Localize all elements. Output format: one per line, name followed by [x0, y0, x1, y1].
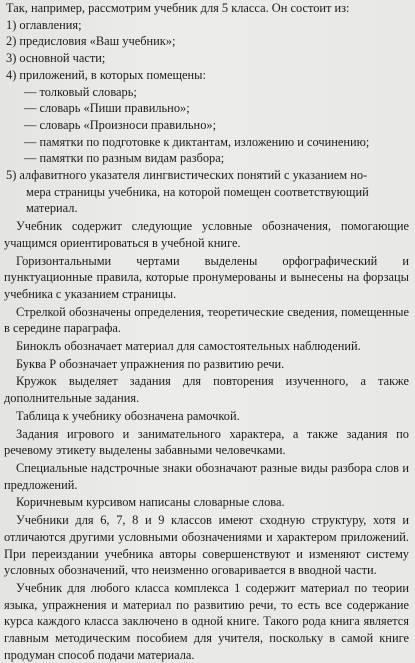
- list-item-5-line: мера страницы учебника, на которой помещен соответствующий: [26, 184, 369, 199]
- paragraph: Учебники для 6, 7, 8 и 9 классов имеют сходную структуру, хотя и отличаются другими условными обозначениями и характером приложений. При переиздании учебника авторы совершенствуют и изменяют систему условных обозначений, что неизменно оговаривается в вводной части.: [4, 513, 409, 578]
- sublist-item: — толковый словарь;: [24, 84, 137, 99]
- paragraph: Буква Р обозначает упражнения по развитию речи.: [16, 356, 285, 371]
- list-item-5: [4, 167, 409, 217]
- paragraph: Специальные надстрочные знаки обозначают разные виды разбора слов и предложений.: [4, 460, 409, 492]
- list-item-5-line: материал.: [26, 201, 78, 216]
- paragraph: Коричневым курсивом написаны словарные слова.: [16, 495, 285, 510]
- paragraph: Кружок выделяет задания для повторения изученного, а также дополнительные задания.: [4, 374, 409, 406]
- paragraph: Горизонтальными чертами выделены орфографический и пунктуационные правила, которые пронумерованы и вынесены на форзацы учебника с указанием страницы.: [4, 253, 409, 301]
- sublist-item: — словарь «Произноси правильно»;: [24, 117, 217, 132]
- paragraph: Таблица к учебнику обозначена рамочкой.: [16, 408, 240, 423]
- sublist-item: — памятки по подготовке к диктантам, изложению и сочинению;: [24, 134, 370, 149]
- paragraph: Биноклъ обозначает материал для самостоятельных наблюдений.: [16, 339, 361, 354]
- list-item-5-line: 5) алфавитного указателя лингвистических понятий с указанием но-: [6, 168, 368, 183]
- sublist-item: — словарь «Пиши правильно»;: [24, 101, 190, 116]
- list-item: 4) приложений, в которых помещены:: [6, 67, 206, 82]
- list-item: 3) основной части;: [6, 51, 106, 66]
- list-item: 2) предисловия «Ваш учебник»;: [6, 34, 176, 49]
- paragraph: Задания игрового и занимательного характера, а также задания по речевому этикету выделены забавными человечками.: [4, 426, 409, 458]
- intro-text: Так, например, рассмотрим учебник для 5 класса. Он состоит из:: [6, 1, 350, 15]
- paragraph: Стрелкой обозначены определения, теоретические сведения, помещенные в середине параграфа.: [4, 304, 409, 336]
- paragraph: Учебник для любого класса комплекса 1 содержит материал по теории языка, упражнения и материал по развитию речи, то есть все содержание курса каждого класса заключено в одной книге. Такого рода книга является главным методическим пособием для учителя, поскольку в самой книге продуман способ подачи материала.: [4, 580, 409, 662]
- list-item: 1) оглавления;: [6, 17, 82, 32]
- sublist-item: — памятки по разным видам разбора;: [24, 151, 225, 166]
- appendix-sublist: [4, 84, 409, 168]
- contents-list: [4, 17, 409, 84]
- paragraph: Учебник содержит следующие условные обозначения, помогающие учащимся ориентироваться в учебной книге.: [4, 219, 409, 250]
